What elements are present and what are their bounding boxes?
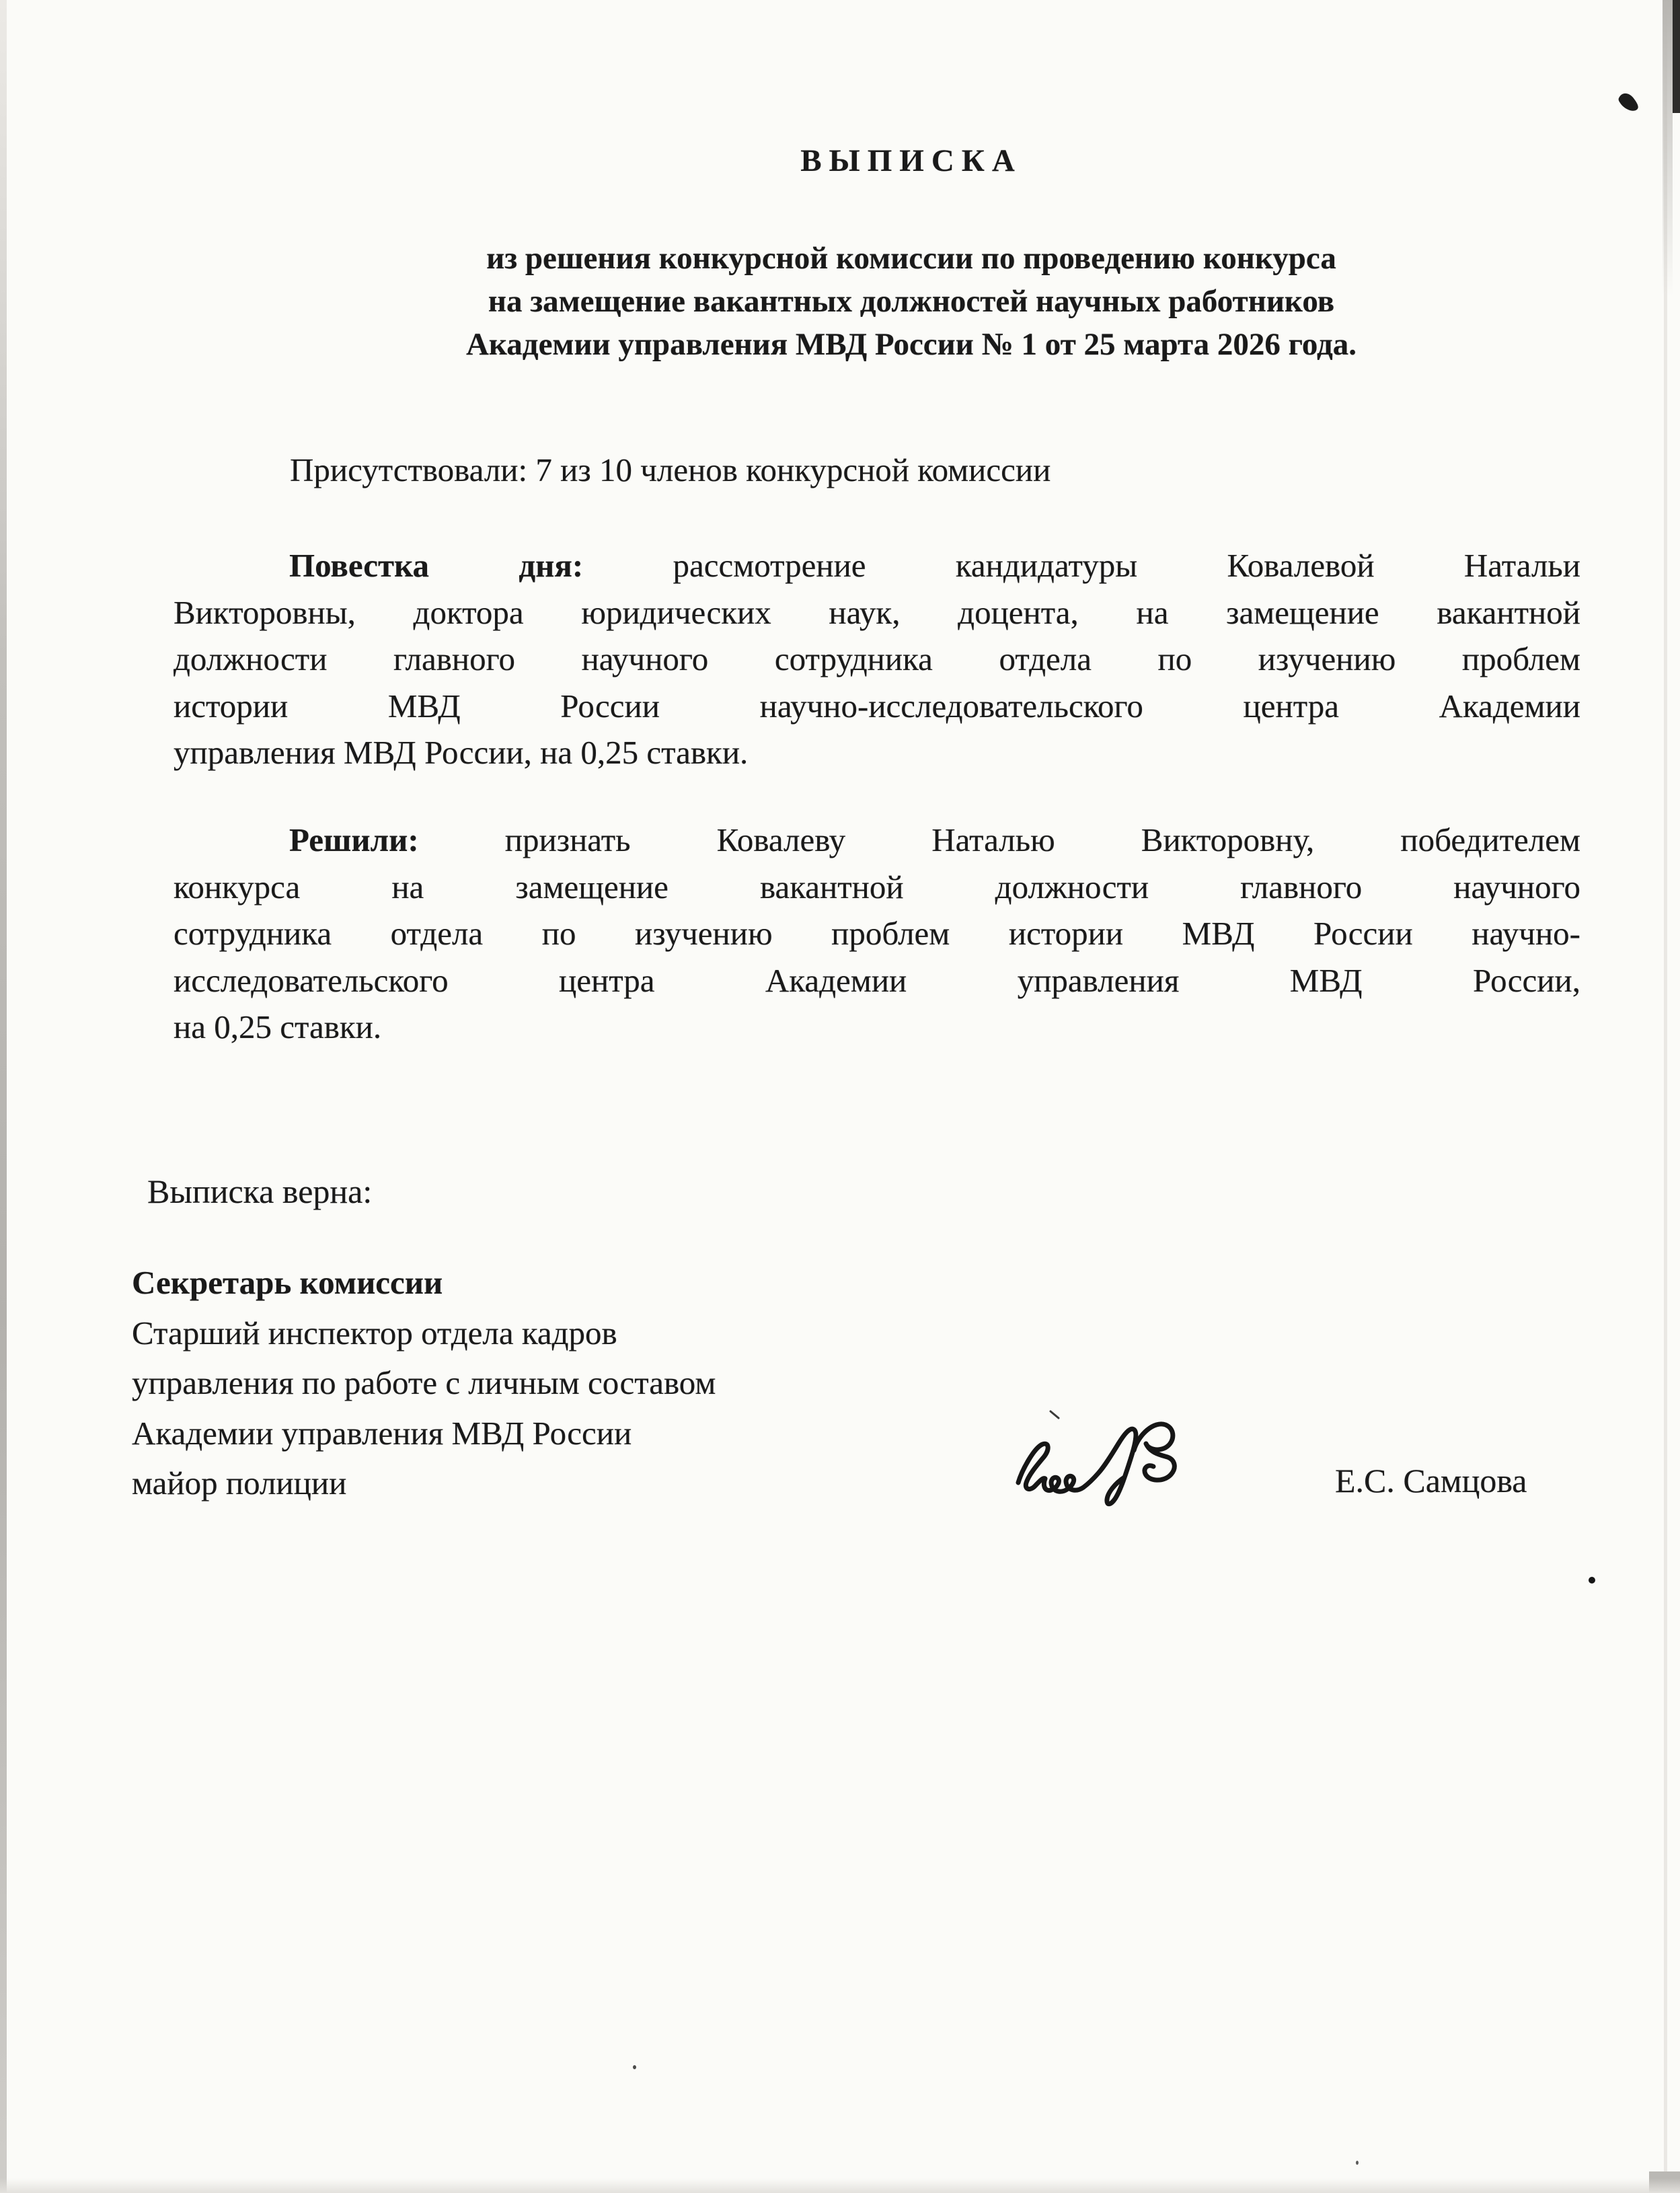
paragraph-line (174, 542, 1580, 589)
scan-corner-top-right-shade (1663, 0, 1673, 296)
decision-label: Решили: (289, 821, 419, 858)
agenda-paragraph (174, 542, 1580, 776)
paragraph-line: Викторовны, доктора юридических наук, доцента, на замещение вакантной (174, 593, 1580, 631)
decision-line-text: признать Ковалеву Наталью Викторовну, победителем (504, 821, 1581, 858)
header-line: из решения конкурсной комиссии по проведению конкурса (486, 241, 1336, 276)
paragraph-line: сотрудника отдела по изучению проблем истории МВД России научно- (174, 915, 1580, 952)
paragraph-line: на 0,25 ставки. (174, 1008, 382, 1045)
signer-role-line: управления по работе с личным составом (132, 1364, 716, 1401)
decision-paragraph (174, 817, 1580, 1051)
document-title: ВЫПИСКА (800, 143, 1022, 178)
signer-name: Е.С. Самцова (1335, 1462, 1527, 1499)
scan-corner-top-right (1673, 0, 1680, 113)
paragraph-line: должности главного научного сотрудника отдела по изучению проблем (174, 640, 1580, 677)
signer-role-line: Старший инспектор отдела кадров (132, 1314, 617, 1351)
paragraph-line: конкурса на замещение вакантной должности главного научного (174, 868, 1580, 905)
paragraph-line: исследовательского центра Академии управления МВД России, (174, 961, 1580, 999)
ink-smudge-icon (1615, 90, 1642, 114)
scan-bottom-shadow (0, 2178, 1680, 2193)
ink-speck (1356, 2161, 1359, 2165)
signer-role-line: майор полиции (132, 1464, 347, 1501)
scan-edge-left (0, 0, 7, 2193)
attendance-line: Присутствовали: 7 из 10 членов конкурсной комиссии (290, 451, 1051, 488)
header-line: Академии управления МВД России № 1 от 25 марта 2026 года. (465, 327, 1357, 362)
paragraph-line: управления МВД России, на 0,25 ставки. (174, 734, 749, 771)
ink-dot (1589, 1577, 1595, 1584)
header-line: на замещение вакантных должностей научных работников (488, 284, 1335, 319)
paragraph-line (174, 817, 1580, 864)
agenda-line-text: рассмотрение кандидатуры Ковалевой Натальи (673, 547, 1580, 584)
document-header (282, 237, 1540, 366)
agenda-label: Повестка дня: (289, 547, 584, 584)
scan-edge-right (1664, 0, 1667, 2193)
signer-block (132, 1258, 716, 1509)
paragraph-line: истории МВД России научно-исследовательского центра Академии (174, 687, 1580, 724)
signer-role-line: Академии управления МВД России (132, 1414, 632, 1452)
signer-role-title: Секретарь комиссии (132, 1264, 443, 1301)
handwritten-signature-icon (1009, 1407, 1190, 1515)
ink-speck (633, 2065, 636, 2069)
certification-line: Выписка верна: (147, 1173, 373, 1210)
